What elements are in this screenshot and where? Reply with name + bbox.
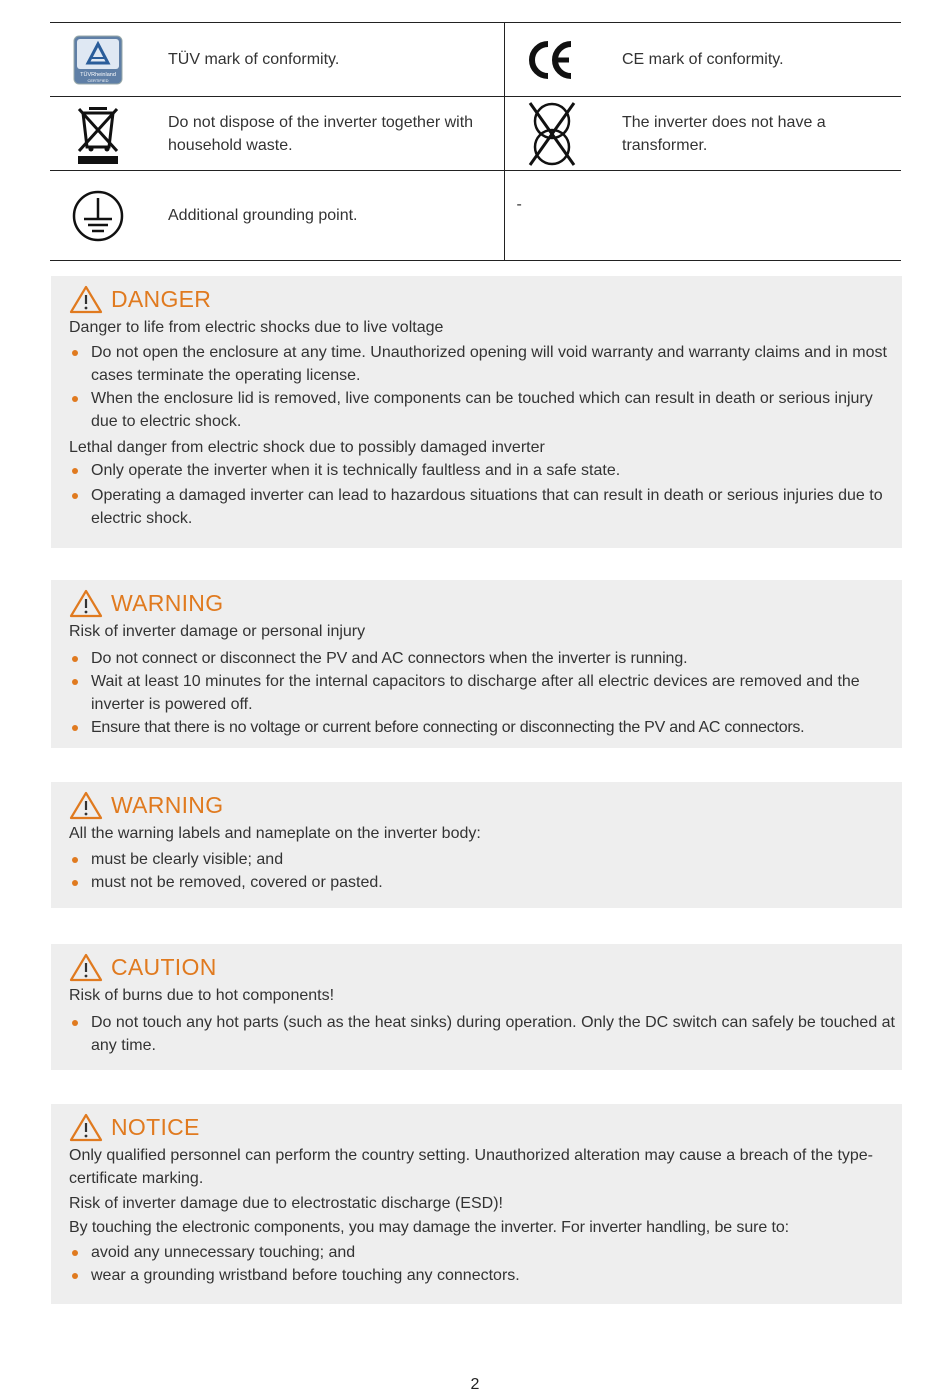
- page-number: 2: [470, 1376, 480, 1393]
- ground-cell: [50, 171, 146, 261]
- list-item: must not be removed, covered or pasted.: [69, 871, 896, 894]
- notice-header: [69, 1112, 896, 1142]
- list-item: Only operate the inverter when it is technically faultless and in a safe state.: [69, 459, 896, 482]
- symbol-row: [50, 97, 901, 171]
- notice-title: NOTICE: [111, 1113, 200, 1140]
- danger-list-1: [69, 341, 896, 433]
- weee-cell: [50, 97, 146, 171]
- ce-mark-icon: [527, 40, 577, 80]
- danger-header: [69, 284, 896, 314]
- symbol-row: [50, 23, 901, 97]
- warning-lead-2: All the warning labels and nameplate on the inverter body:: [69, 825, 481, 842]
- warning-title-1: WARNING: [111, 589, 224, 616]
- notice-box: [51, 1104, 902, 1304]
- list-item: wear a grounding wristband before touching any connectors.: [69, 1264, 896, 1287]
- tuv-certified-text: CERTIFIED: [87, 77, 109, 83]
- warning-list-1: [69, 647, 900, 739]
- danger-lead-1: Danger to life from electric shocks due to live voltage: [69, 319, 444, 336]
- list-item: When the enclosure lid is removed, live components can be touched which can result in death or serious injury due to electric shock.: [69, 387, 896, 433]
- tuv-mark-label: TÜV mark of conformity.: [146, 23, 504, 97]
- symbol-table: [50, 22, 901, 261]
- symbol-row: [50, 171, 901, 261]
- caution-list: [69, 1011, 896, 1057]
- list-item: Do not open the enclosure at any time. Unauthorized opening will void warranty and warranty claims and in most cases terminate the operating license.: [69, 341, 896, 387]
- list-item: Do not touch any hot parts (such as the heat sinks) during operation. Only the DC switch can safely be touched at any time.: [69, 1011, 896, 1057]
- warning-triangle-icon: [69, 588, 103, 618]
- warning-lead-1: Risk of inverter damage or personal injury: [69, 623, 366, 640]
- notice-paragraph-2: Risk of inverter damage due to electrostatic discharge (ESD)!: [69, 1195, 503, 1212]
- list-item: Do not connect or disconnect the PV and AC connectors when the inverter is running.: [69, 647, 900, 670]
- list-item: avoid any unnecessary touching; and: [69, 1241, 896, 1264]
- no-transformer-icon: [526, 101, 578, 167]
- list-item: Operating a damaged inverter can lead to hazardous situations that can result in death or serious injuries due to electric shock.: [69, 484, 896, 530]
- warning-triangle-icon: [69, 1112, 103, 1142]
- list-item: must be clearly visible; and: [69, 848, 896, 871]
- caution-box: [51, 944, 902, 1070]
- weee-label: Do not dispose of the inverter together with household waste.: [146, 97, 504, 171]
- warning-header-1: [69, 588, 900, 618]
- tuv-mark-icon: [73, 35, 123, 85]
- ground-symbol-icon: [71, 189, 125, 243]
- caution-header: [69, 952, 896, 982]
- danger-list-2: [69, 459, 896, 530]
- no-transformer-label: The inverter does not have a transformer.: [600, 97, 901, 171]
- ce-mark-cell: [504, 23, 600, 97]
- no-transformer-cell: [504, 97, 600, 171]
- ground-label: Additional grounding point.: [146, 171, 504, 261]
- notice-paragraph-3: By touching the electronic components, you may damage the inverter. For inverter handling, be sure to:: [69, 1219, 789, 1236]
- warning-box-2: [51, 782, 902, 908]
- empty-cell: -: [504, 171, 901, 261]
- danger-title: DANGER: [111, 285, 212, 312]
- warning-list-2: [69, 848, 896, 894]
- warning-box-1: [51, 580, 902, 748]
- ce-mark-label: CE mark of conformity.: [600, 23, 901, 97]
- notice-paragraph-1: Only qualified personnel can perform the country setting. Unauthorized alteration may cause a breach of the type-certificate marking.: [69, 1147, 874, 1187]
- tuv-mark-cell: [50, 23, 146, 97]
- caution-title: CAUTION: [111, 953, 217, 980]
- list-item: Wait at least 10 minutes for the internal capacitors to discharge after all electric devices are removed and the inverter is powered off.: [69, 670, 900, 716]
- warning-header-2: [69, 790, 896, 820]
- list-item: Ensure that there is no voltage or current before connecting or disconnecting the PV and AC connectors.: [69, 716, 900, 739]
- notice-list: [69, 1241, 896, 1287]
- tuv-brand-text: TÜVRheinland: [80, 71, 116, 78]
- danger-lead-2: Lethal danger from electric shock due to possibly damaged inverter: [69, 439, 545, 456]
- warning-title-2: WARNING: [111, 791, 224, 818]
- weee-crossed-bin-icon: [75, 103, 121, 165]
- warning-triangle-icon: [69, 790, 103, 820]
- warning-triangle-icon: [69, 952, 103, 982]
- warning-triangle-icon: [69, 284, 103, 314]
- danger-box: [51, 276, 902, 548]
- caution-lead: Risk of burns due to hot components!: [69, 987, 335, 1004]
